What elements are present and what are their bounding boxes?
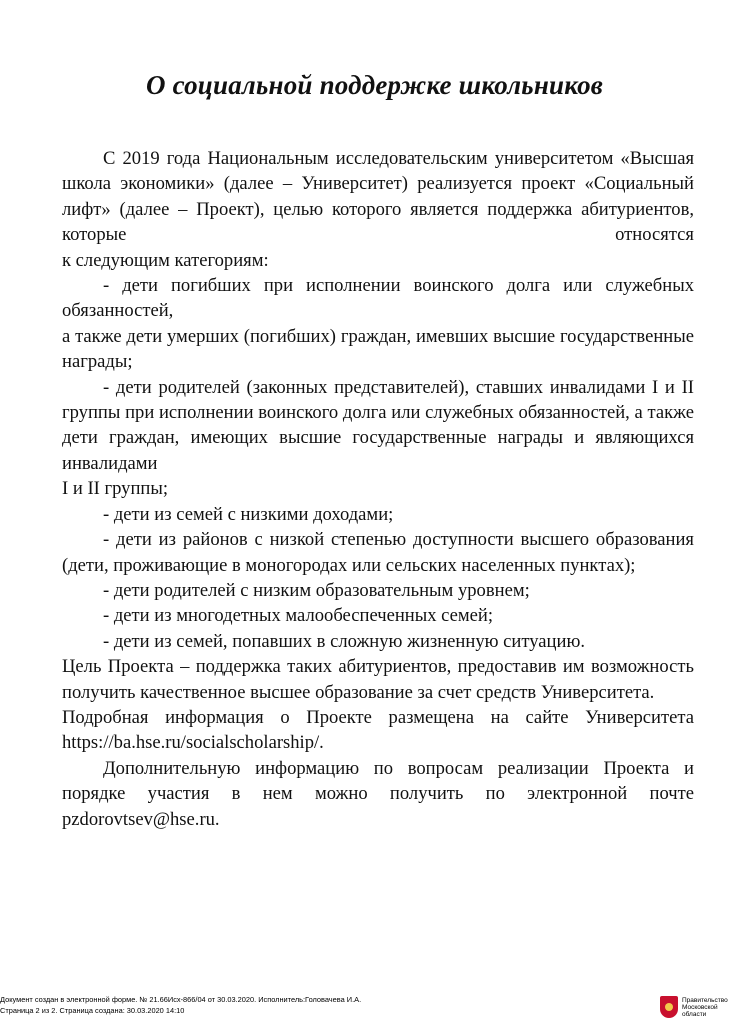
list-item-category-3: - дети из семей с низкими доходами; bbox=[103, 503, 394, 525]
list-item-category-6: - дети из многодетных малообеспеченных семей; bbox=[103, 605, 494, 627]
list-item-category-7: - дети из семей, попавших в сложную жизненную ситуацию. bbox=[103, 630, 586, 652]
paragraph-intro: С 2019 года Национальным исследовательским университетом «Высшая школа экономики» (далее – Университет) реализуется проект «Социальный лифт» (далее – Проект), целью которого является поддержка абитуриентов, которые относятся bbox=[62, 148, 694, 246]
footer-line-2: Страница 2 из 2. Страница создана: 30.03.2020 14:10 bbox=[0, 1005, 185, 1015]
document-title: О социальной поддержке школьников bbox=[145, 70, 604, 100]
paragraph-category-1-cont: а также дети умерших (погибших) граждан, имевших высшие государственные награды; bbox=[62, 325, 694, 373]
coat-of-arms-icon bbox=[660, 996, 678, 1018]
list-item-category-4: - дети из районов с низкой степенью доступности высшего образования (дети, проживающие в моногородах или сельских населенных пунктах); bbox=[62, 529, 694, 576]
list-item-category-1: - дети погибших при исполнении воинского долга или служебных обязанностей, bbox=[62, 275, 694, 322]
paragraph-info-link: Подробная информация о Проекте размещена на сайте Университета https://ba.hse.ru/socialscholarship/. bbox=[62, 706, 694, 754]
paragraph-contact: Дополнительную информацию по вопросам реализации Проекта и порядке участия в нем можно получить по электронной почте pzdorovtsev@hse.ru. bbox=[62, 757, 694, 830]
government-logo bbox=[660, 994, 744, 1020]
list-item-category-2: - дети родителей (законных представителей), ставших инвалидами I и II группы при исполнении воинского долга или служебных обязанностей, а также дети граждан, имеющих высшие государственные награды и являющихся инвалидами bbox=[62, 376, 694, 474]
list-item-category-5: - дети родителей с низким образовательным уровнем; bbox=[103, 579, 530, 601]
footer-line-1: Документ создан в электронной форме. № 21.66Исх-866/04 от 30.03.2020. Исполнитель:Головачева И.А. bbox=[0, 995, 362, 1004]
document-footer bbox=[0, 995, 600, 1016]
document-body bbox=[62, 146, 694, 832]
paragraph-goal: Цель Проекта – поддержка таких абитуриентов, предоставив им возможность получить качественное высшее образование за счет средств Университета. bbox=[62, 656, 694, 703]
government-logo-text: Правительство Московской области bbox=[682, 996, 728, 1018]
paragraph-categories-lead: к следующим категориям: bbox=[62, 249, 269, 271]
paragraph-category-2-cont: I и II группы; bbox=[62, 478, 169, 500]
